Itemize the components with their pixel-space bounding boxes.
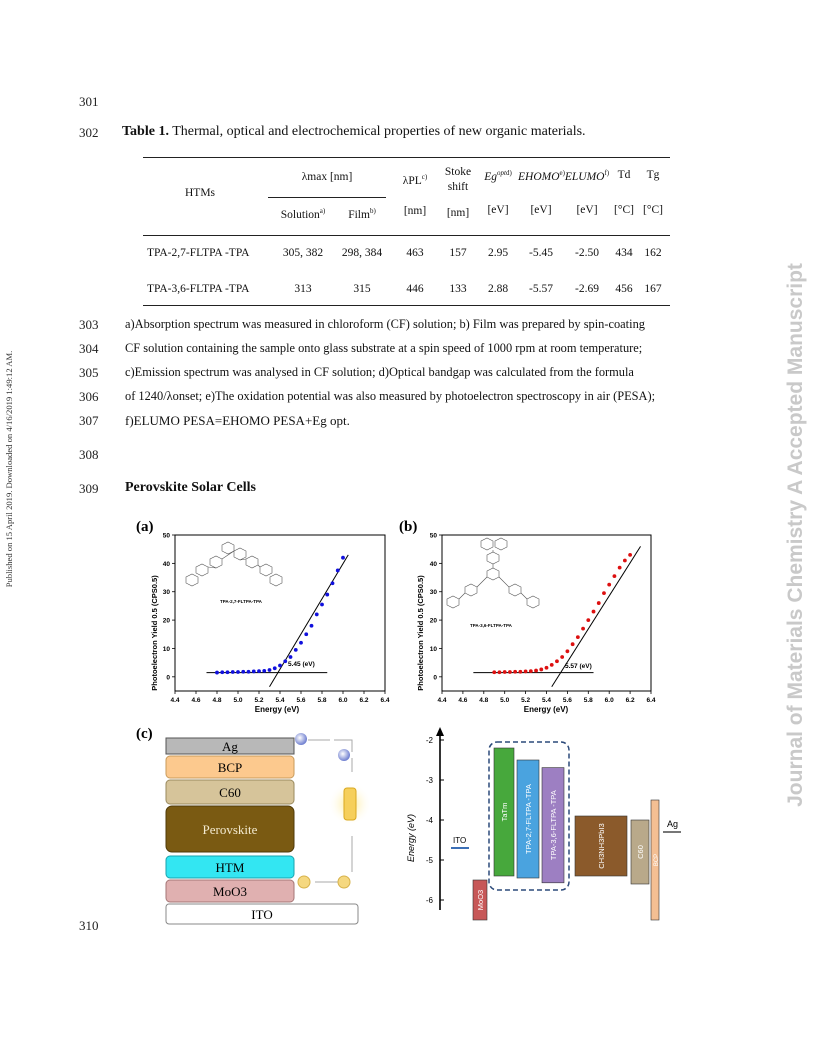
header-elumo: ELUMO$^{f)}$ [564,169,610,183]
data-point [331,581,335,585]
data-point [586,618,590,622]
data-point [257,669,261,673]
data-point [268,668,272,672]
header-elumo-unit: [eV] [576,204,598,216]
header-ehomo: EHOMO$^{e)}$ [518,169,565,183]
header-stoke: Stoke [444,166,472,178]
journal-watermark [780,150,810,920]
device-stack-diagram [130,722,370,927]
line-number: 308 [79,447,99,462]
y-tick-label: 30 [162,589,170,597]
molecule-structure-a [186,542,282,586]
x-tick-label: 6.4 [646,697,656,704]
load-icon [344,788,356,820]
x-tick-label: 6.4 [380,697,390,704]
footnote-line: of 1240/λonset; e)The oxidation potential was also measured by photoelectron spectroscopy in air (PESA); [125,389,656,403]
header-tg: Tg [646,169,660,181]
panel-label-c: (c) [136,726,153,742]
data-point [566,649,570,653]
data-point [529,669,533,673]
x-axis-label: Energy (eV) [254,705,300,714]
x-tick-label: 4.8 [212,697,222,704]
table-sub-rule [268,197,386,198]
data-point [597,601,601,605]
y-tick-label: 50 [162,532,170,540]
x-tick-label: 5.4 [275,697,285,704]
data-point [226,670,230,674]
energy-tick-label: -4 [425,816,433,825]
data-point [613,574,617,578]
x-tick-label: 5.0 [500,697,510,704]
data-point [241,670,245,674]
line-number: 305 [79,365,99,380]
data-point [576,635,580,639]
data-point [304,632,308,636]
line-number: 301 [79,94,99,109]
x-tick-label: 6.2 [625,697,635,704]
header-shift: shift [447,181,469,193]
data-point [252,670,256,674]
footnote-line: a)Absorption spectrum was measured in chloroform (CF) solution; b) Film was prepared by spin-coating [125,317,645,331]
data-point [498,670,502,674]
hole-icon [338,876,350,888]
y-tick-label: 10 [429,645,437,653]
line-number: 307 [79,413,99,428]
data-point [545,666,549,670]
energy-tick-label: -6 [425,896,433,905]
energy-level-diagram [395,726,695,926]
energy-level-label: CH3NH3PbI3 [597,823,606,869]
footnote-line: c)Emission spectrum was analysed in CF solution; d)Optical bandgap was calculated from the formula [125,365,634,379]
data-point [503,670,507,674]
data-point [518,670,522,674]
energy-level-label: TaTm [500,802,509,822]
energy-tick-label: -2 [425,736,433,745]
section-heading: Perovskite Solar Cells [125,480,256,495]
x-axis-label: Energy (eV) [523,705,569,714]
line-number: 304 [79,341,99,356]
svg-text:BCP: BCP [217,760,243,775]
data-point [560,655,564,659]
data-point [315,613,319,617]
data-point [524,670,528,674]
axis-arrow-icon [436,727,444,736]
x-tick-label: 6.2 [359,697,369,704]
data-point [539,668,543,672]
data-point [278,664,282,668]
data-point [310,624,314,628]
data-point [623,559,627,563]
onset-annotation-b: 5.57 (eV) [565,663,592,670]
svg-text:Perovskite: Perovskite [202,822,258,837]
x-tick-label: 5.2 [254,697,264,704]
energy-axis-label: Energy (eV) [406,813,416,863]
data-point [571,642,575,646]
y-tick-label: 40 [162,560,170,568]
line-number: 302 [79,125,99,140]
data-point [220,670,224,674]
x-tick-label: 5.0 [233,697,243,704]
header-film: Film$^{b)}$ [348,207,376,221]
header-lambda-pl: λPL$^{c)}$ [402,173,428,187]
data-point [273,666,277,670]
data-point [534,669,538,673]
x-tick-label: 5.8 [317,697,327,704]
x-tick-label: 4.6 [191,697,201,704]
header-stoke-unit: [nm] [446,207,470,219]
data-point [607,583,611,587]
data-point [336,569,340,573]
x-tick-label: 6.0 [604,697,614,704]
electron-icon [338,749,350,761]
electron-icon [295,733,307,745]
sidebar-text: Published on 15 April 2019. Downloaded on 4/16/2019 1:49:12 AM. [4,350,14,588]
y-tick-label: 0 [166,674,170,682]
molecule-label-b: TPA-3,6-FLTPA-TPA [470,623,512,628]
x-tick-label: 4.8 [479,697,489,704]
footnote-line: CF solution containing the sample onto glass substrate at a spin speed of 1000 rpm at room temperature; [125,341,643,355]
svg-text:ITO: ITO [251,907,273,922]
yield-chart-a [130,515,395,720]
data-point [320,603,324,607]
table-caption [122,124,586,140]
ito-label: ITO [453,836,467,845]
table-bottom-rule [143,305,670,306]
svg-text:MoO3: MoO3 [213,884,247,899]
data-point [215,671,219,675]
data-point [492,670,496,674]
data-point [602,591,606,595]
data-point [341,556,345,560]
yield-chart-b [395,515,660,720]
energy-level-label: BCP [654,853,660,867]
data-point [299,641,303,645]
data-point [618,566,622,570]
data-point [508,670,512,674]
header-htms: HTMs [184,187,216,199]
caption-text: Thermal, optical and electrochemical properties of new organic materials. [172,124,586,139]
energy-level-label: TPA-2,7-FLTPA -TPA [524,784,533,854]
header-pl-unit: [nm] [403,205,427,217]
panel-label-a: (a) [136,519,154,535]
data-point [294,648,298,652]
x-tick-label: 4.4 [170,697,180,704]
header-eg: $Eg^{optd)}$ [484,169,512,183]
y-axis-label: Photoelectron Yield 0.5 (CPS0.5) [416,575,425,691]
caption-label: Table 1. [122,124,169,139]
data-point [262,669,266,673]
x-tick-label: 5.6 [562,697,572,704]
footnote-line: f)ELUMO PESA=EHOMO PESA+Eg opt. [125,413,350,428]
x-tick-label: 4.6 [458,697,468,704]
x-tick-label: 5.6 [296,697,306,704]
line-number: 303 [79,317,99,332]
data-point [581,627,585,631]
header-tg-unit: [°C] [643,204,663,216]
line-number: 309 [79,481,99,496]
y-tick-label: 40 [429,560,437,568]
data-point [283,659,287,663]
energy-level-label: TPA-3,6-FLTPA -TPA [549,790,558,861]
energy-tick-label: -3 [425,776,433,785]
header-ehomo-unit: [eV] [530,204,552,216]
y-tick-label: 20 [162,617,170,625]
line-number: 310 [79,918,99,933]
header-eg-unit: [eV] [487,204,509,216]
onset-annotation-a: 5.45 (eV) [288,661,315,668]
data-point [231,670,235,674]
table-top-rule [143,157,670,158]
y-tick-label: 0 [433,674,437,682]
line-number: 306 [79,389,99,404]
y-tick-label: 30 [429,589,437,597]
molecule-structure-b [447,538,539,608]
panel-label-b: (b) [399,519,418,535]
data-point [628,553,632,557]
svg-text:Ag: Ag [222,739,238,754]
x-tick-label: 6.0 [338,697,348,704]
energy-level-label: MoO3 [476,889,485,911]
data-point [289,655,293,659]
molecule-label-a: TPA-2,7-FLTPA-TPA [220,599,262,604]
watermark-text: Journal of Materials Chemistry A Accepted Manuscript [784,263,807,807]
header-solution: Solution$^{a)}$ [280,207,326,221]
plot-frame [175,535,385,691]
header-lambda-max: λmax [nm] [301,171,353,183]
header-td-unit: [°C] [614,204,634,216]
x-tick-label: 4.4 [437,697,447,704]
data-point [236,670,240,674]
y-tick-label: 50 [429,532,437,540]
energy-level-label: C60 [636,845,645,859]
y-axis-label: Photoelectron Yield 0.5 (CPS0.5) [150,575,159,691]
hole-icon [298,876,310,888]
x-tick-label: 5.2 [521,697,531,704]
data-point [325,593,329,597]
y-tick-label: 20 [429,617,437,625]
data-point [555,659,559,663]
data-point [247,670,251,674]
x-tick-label: 5.4 [541,697,552,704]
energy-tick-label: -5 [425,856,433,865]
x-tick-label: 5.8 [583,697,593,704]
publication-sidebar [2,318,16,620]
svg-text:HTM: HTM [215,860,245,875]
data-point [550,663,554,667]
ag-label: Ag [667,819,679,829]
table-header-rule [143,235,670,236]
data-point [513,670,517,674]
y-tick-label: 10 [162,645,170,653]
header-td: Td [617,169,631,181]
data-point [592,610,596,614]
svg-text:C60: C60 [219,785,241,800]
